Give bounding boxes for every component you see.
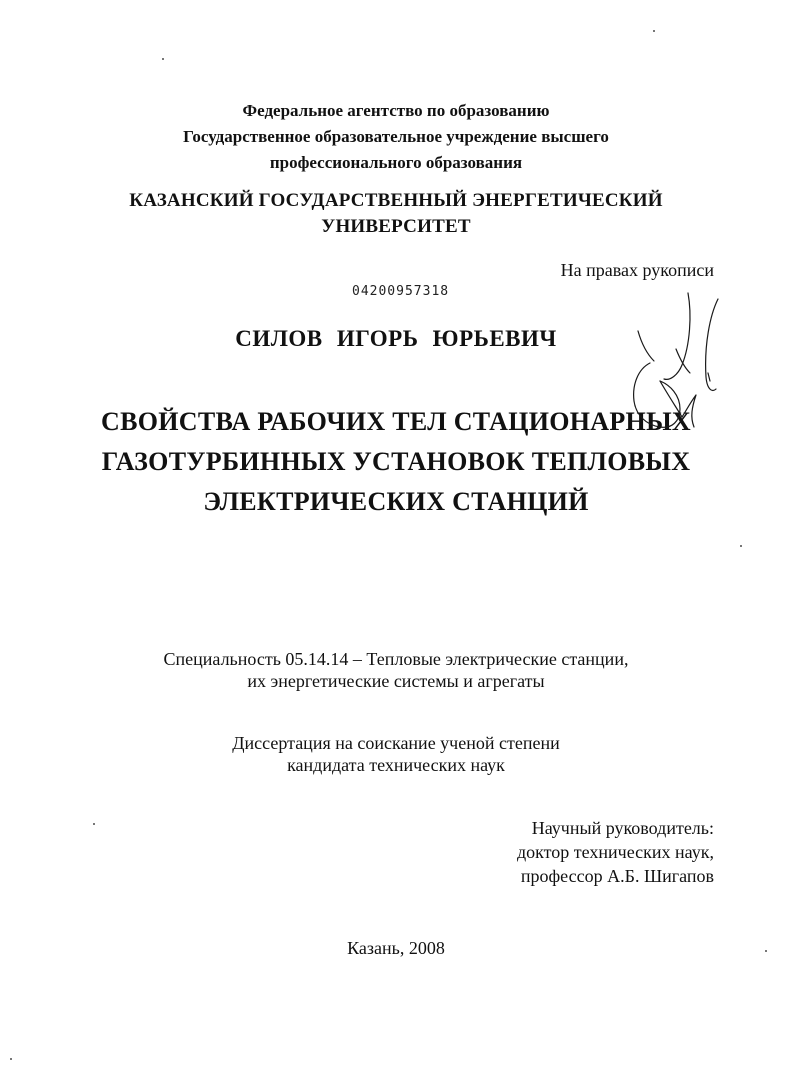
scan-speck bbox=[10, 1058, 12, 1060]
university-name bbox=[0, 188, 792, 240]
university-line: КАЗАНСКИЙ ГОСУДАРСТВЕННЫЙ ЭНЕРГЕТИЧЕСКИЙ bbox=[129, 190, 663, 211]
scan-speck bbox=[653, 30, 655, 32]
advisor-line: доктор технических наук, bbox=[517, 842, 714, 862]
scan-speck bbox=[740, 545, 742, 547]
specialty-line: их энергетические системы и агрегаты bbox=[247, 671, 545, 691]
scan-speck bbox=[93, 823, 95, 825]
title-line: ГАЗОТУРБИННЫХ УСТАНОВОК ТЕПЛОВЫХ bbox=[101, 447, 691, 476]
specialty-line: Специальность 05.14.14 – Тепловые электрические станции, bbox=[163, 649, 629, 669]
scientific-advisor bbox=[517, 816, 714, 888]
specialty bbox=[0, 648, 792, 692]
signature-handwritten bbox=[620, 285, 730, 445]
advisor-line: Научный руководитель: bbox=[531, 818, 714, 838]
agency-header bbox=[0, 98, 792, 176]
title-line: ЭЛЕКТРИЧЕСКИХ СТАНЦИЙ bbox=[203, 487, 589, 516]
dissertation-degree bbox=[0, 732, 792, 776]
agency-line: профессионального образования bbox=[269, 153, 523, 172]
agency-line: Государственное образовательное учреждение высшего bbox=[183, 127, 609, 146]
author-name: СИЛОВ ИГОРЬ ЮРЬЕВИЧ bbox=[235, 326, 557, 351]
scan-speck bbox=[162, 58, 164, 60]
rights-note: На правах рукописи bbox=[560, 260, 714, 280]
university-line: УНИВЕРСИТЕТ bbox=[321, 216, 471, 237]
scan-speck bbox=[765, 950, 767, 952]
degree-line: кандидата технических наук bbox=[287, 755, 505, 775]
city-year: Казань, 2008 bbox=[347, 938, 445, 958]
title-line: СВОЙСТВА РАБОЧИХ ТЕЛ СТАЦИОНАРНЫХ bbox=[101, 407, 691, 436]
degree-line: Диссертация на соискание ученой степени bbox=[232, 733, 560, 753]
catalog-number: 04200957318 bbox=[352, 284, 450, 299]
advisor-line: профессор А.Б. Шигапов bbox=[520, 866, 714, 886]
agency-line: Федеральное агентство по образованию bbox=[242, 101, 550, 120]
